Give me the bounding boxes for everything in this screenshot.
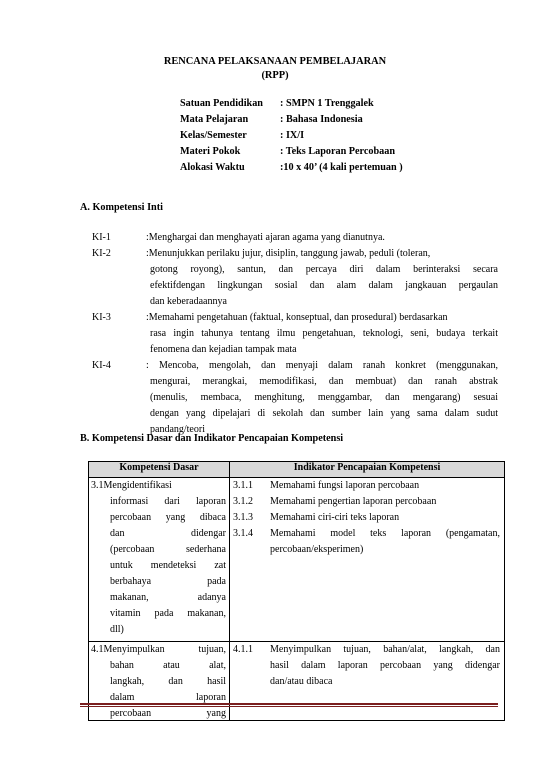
identity-label: Kelas/Semester <box>180 130 247 141</box>
ki-text-line: pandang/teori <box>150 424 205 435</box>
identity-row <box>180 162 403 173</box>
identity-label: Mata Pelajaran <box>180 114 249 125</box>
kd-line: berbahaya pada <box>110 576 226 587</box>
indicator-text: Memahami model teks laporan (pengamatan, <box>270 528 500 539</box>
indicator-text: percobaan/eksperimen) <box>270 544 364 555</box>
indicator-text: Menyimpulkan tujuan, bahan/alat, langkah, dan <box>270 644 500 655</box>
kd-cell <box>89 642 230 721</box>
kd-line: untuk mendeteksi zat <box>110 560 226 571</box>
ki-text-line: :Memahami pengetahuan (faktual, konseptual, dan prosedural) berdasarkan <box>146 312 448 323</box>
identity-value: : Teks Laporan Percobaan <box>280 146 396 157</box>
kd-line: vitamin pada makanan, <box>110 608 226 619</box>
kd-cell <box>89 478 230 642</box>
document-title: RENCANA PELAKSANAAN PEMBELAJARAN <box>163 56 387 67</box>
kd-line: 4.1Menyimpulkan tujuan, <box>91 644 226 655</box>
ki-code: KI-3 <box>92 312 111 323</box>
section-a-heading: A. Kompetensi Inti <box>80 202 163 213</box>
kd-line: dalam laporan <box>110 692 226 703</box>
indicator-number: 3.1.1 <box>233 480 253 491</box>
identity-label: Alokasi Waktu <box>180 162 245 173</box>
identity-label: Satuan Pendidikan <box>180 98 263 109</box>
ki-text-line: gotong royong), santun, dan percaya diri dalam berinteraksi secara <box>150 264 498 275</box>
kd-line: makanan, adanya <box>110 592 226 603</box>
table-header-cell: Indikator Pencapaian Kompetensi <box>230 462 505 478</box>
kd-line: (percobaan sederhana <box>110 544 226 555</box>
competency-table <box>88 461 505 721</box>
kd-line: dll) <box>110 624 124 635</box>
indicator-number: 3.1.3 <box>233 512 253 523</box>
ki-text-line: efektifdengan lingkungan sosial dan alam dalam jangkauan pergaulan <box>150 280 498 291</box>
kd-line: percobaan yang <box>110 708 226 719</box>
indicator-number: 3.1.4 <box>233 528 253 539</box>
footer-rule-thin <box>80 706 498 707</box>
indicator-number: 4.1.1 <box>233 644 253 655</box>
identity-value: : Bahasa Indonesia <box>280 114 363 125</box>
ki-text-line: (menulis, membaca, menghitung, menggambar, dan mengarang) sesuai <box>150 392 498 403</box>
indicator-cell <box>230 642 505 721</box>
ki-text-line: dan keberadaannya <box>150 296 227 307</box>
indicator-text: Memahami fungsi laporan percobaan <box>270 480 420 491</box>
ki-text-line: rasa ingin tahunya tentang ilmu pengetahuan, teknologi, seni, budaya terkait <box>150 328 498 339</box>
indicator-number: 3.1.2 <box>233 496 253 507</box>
footer-rule <box>80 703 498 705</box>
kd-line: 3.1Mengidentifikasi <box>91 480 172 491</box>
table-header-cell: Kompetensi Dasar <box>89 462 230 478</box>
table-row <box>89 478 505 642</box>
kd-line: percobaan yang dibaca <box>110 512 226 523</box>
ki-text-line: mengurai, merangkai, memodifikasi, dan membuat) dan ranah abstrak <box>150 376 498 387</box>
ki-text-line: :Menghargai dan menghayati ajaran agama yang dianutnya. <box>146 232 385 243</box>
kd-line: dan didengar <box>110 528 226 539</box>
ki-code: KI-1 <box>92 232 111 243</box>
identity-label: Materi Pokok <box>180 146 241 157</box>
identity-row <box>180 146 395 157</box>
kd-line: bahan atau alat, <box>110 660 226 671</box>
indicator-text: dan/atau dibaca <box>270 676 333 687</box>
indicator-text: Memahami ciri-ciri teks laporan <box>270 512 400 523</box>
identity-row <box>180 98 374 109</box>
document-subtitle: (RPP) <box>261 70 289 81</box>
identity-row <box>180 114 363 125</box>
ki-code: KI-4 <box>92 360 111 371</box>
indicator-text: hasil dalam laporan percobaan yang didengar <box>270 660 500 671</box>
identity-value: : IX/I <box>280 130 305 141</box>
indicator-cell <box>230 478 505 642</box>
identity-value: : SMPN 1 Trenggalek <box>280 98 374 109</box>
ki-text-line: dengan yang dipelajari di sekolah dan sumber lain yang sama dalam sudut <box>150 408 498 419</box>
ki-text-line: :Menunjukkan perilaku jujur, disiplin, tanggung jawab, peduli (toleran, <box>146 248 431 259</box>
table-header-row <box>89 462 505 478</box>
kd-line: langkah, dan hasil <box>110 676 226 687</box>
section-b-heading: B. Kompetensi Dasar dan Indikator Pencapaian Kompetensi <box>80 433 344 444</box>
ki-text-line: fenomena dan kejadian tampak mata <box>150 344 297 355</box>
table-row <box>89 642 505 721</box>
identity-value: :10 x 40’ (4 kali pertemuan ) <box>280 162 403 173</box>
identity-row <box>180 130 304 141</box>
indicator-text: Memahami pengertian laporan percobaan <box>270 496 437 507</box>
ki-text-line: : Mencoba, mengolah, dan menyaji dalam ranah konkret (menggunakan, <box>146 360 498 371</box>
ki-code: KI-2 <box>92 248 111 259</box>
kd-line: informasi dari laporan <box>110 496 226 507</box>
